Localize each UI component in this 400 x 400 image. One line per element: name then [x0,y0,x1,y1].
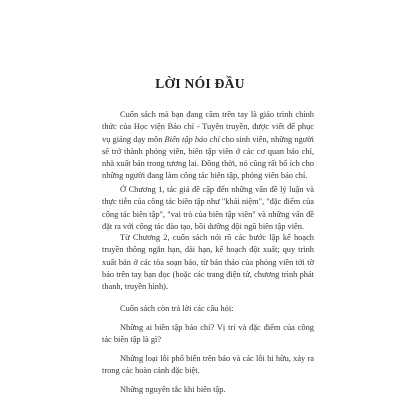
paragraph-question-errors-text: Những loại lỗi phổ biến trên báo và các lỗi hi hữu, xảy ra trong các hoàn cảnh đặc biệt. [102,354,314,376]
paragraph-question-principles [102,384,314,396]
paragraph-question-editors [102,322,314,347]
paragraph-question-principles-text: Những nguyên tắc khi biên tập. [120,385,226,394]
paragraph-questions-intro [102,303,314,315]
paragraph-chapter-1 [102,184,314,233]
paragraph-intro-text-1: Cuốn sách mà bạn đang cầm trên tay là giáo trình chính thức của Học viện Báo chí - Tuyên truyền, được viết để phục vụ giảng dạy môn [102,110,314,144]
paragraph-chapter-1-text: Ở Chương 1, tác giả đề cập đến những vấn đề lý luận và thực tiễn của công tác biên tập như "khái niệm", "đặc điểm của công tác biên tập", "vai trò của biên tập viên" và những vấn đề đặt ra với công tác đào tạo, bồi dưỡng đội ngũ biên tập viên. [102,185,314,231]
paragraph-intro [102,109,314,183]
paragraph-intro-text-2: cho sinh viên, những người sẽ trở thành phóng viên, biên tập viên ở các cơ quan báo chí, nhà xuất bản trong tương lai. Đồng thời, nó cũng rất bổ ích cho những người đang làm công tác biên tập, phóng viên báo chí. [102,134,314,181]
paragraph-questions-intro-text: Cuốn sách còn trả lời các câu hỏi: [120,304,234,313]
paragraph-question-errors [102,353,314,378]
paragraph-chapter-2 [102,232,314,293]
course-name-italic: Biên tập báo chí [164,134,220,144]
page-title: LỜI NÓI ĐẦU [155,76,245,91]
paragraph-question-editors-text: Những ai biên tập báo chí? Vị trí và đặc điểm của công tác biên tập là gì? [102,323,314,345]
paragraph-chapter-2-text: Từ Chương 2, cuốn sách nói rõ các bước lập kế hoạch truyền thông ngắn hạn, dài hạn, kế hoạch đột xuất; quy trình xuất bản ở các tòa soạn báo, từ bản thảo của phóng viên tới tờ báo trên tay bạn đọc (hoặc các trang điện tử, chương trình phát thanh, truyền hình). [102,233,314,292]
